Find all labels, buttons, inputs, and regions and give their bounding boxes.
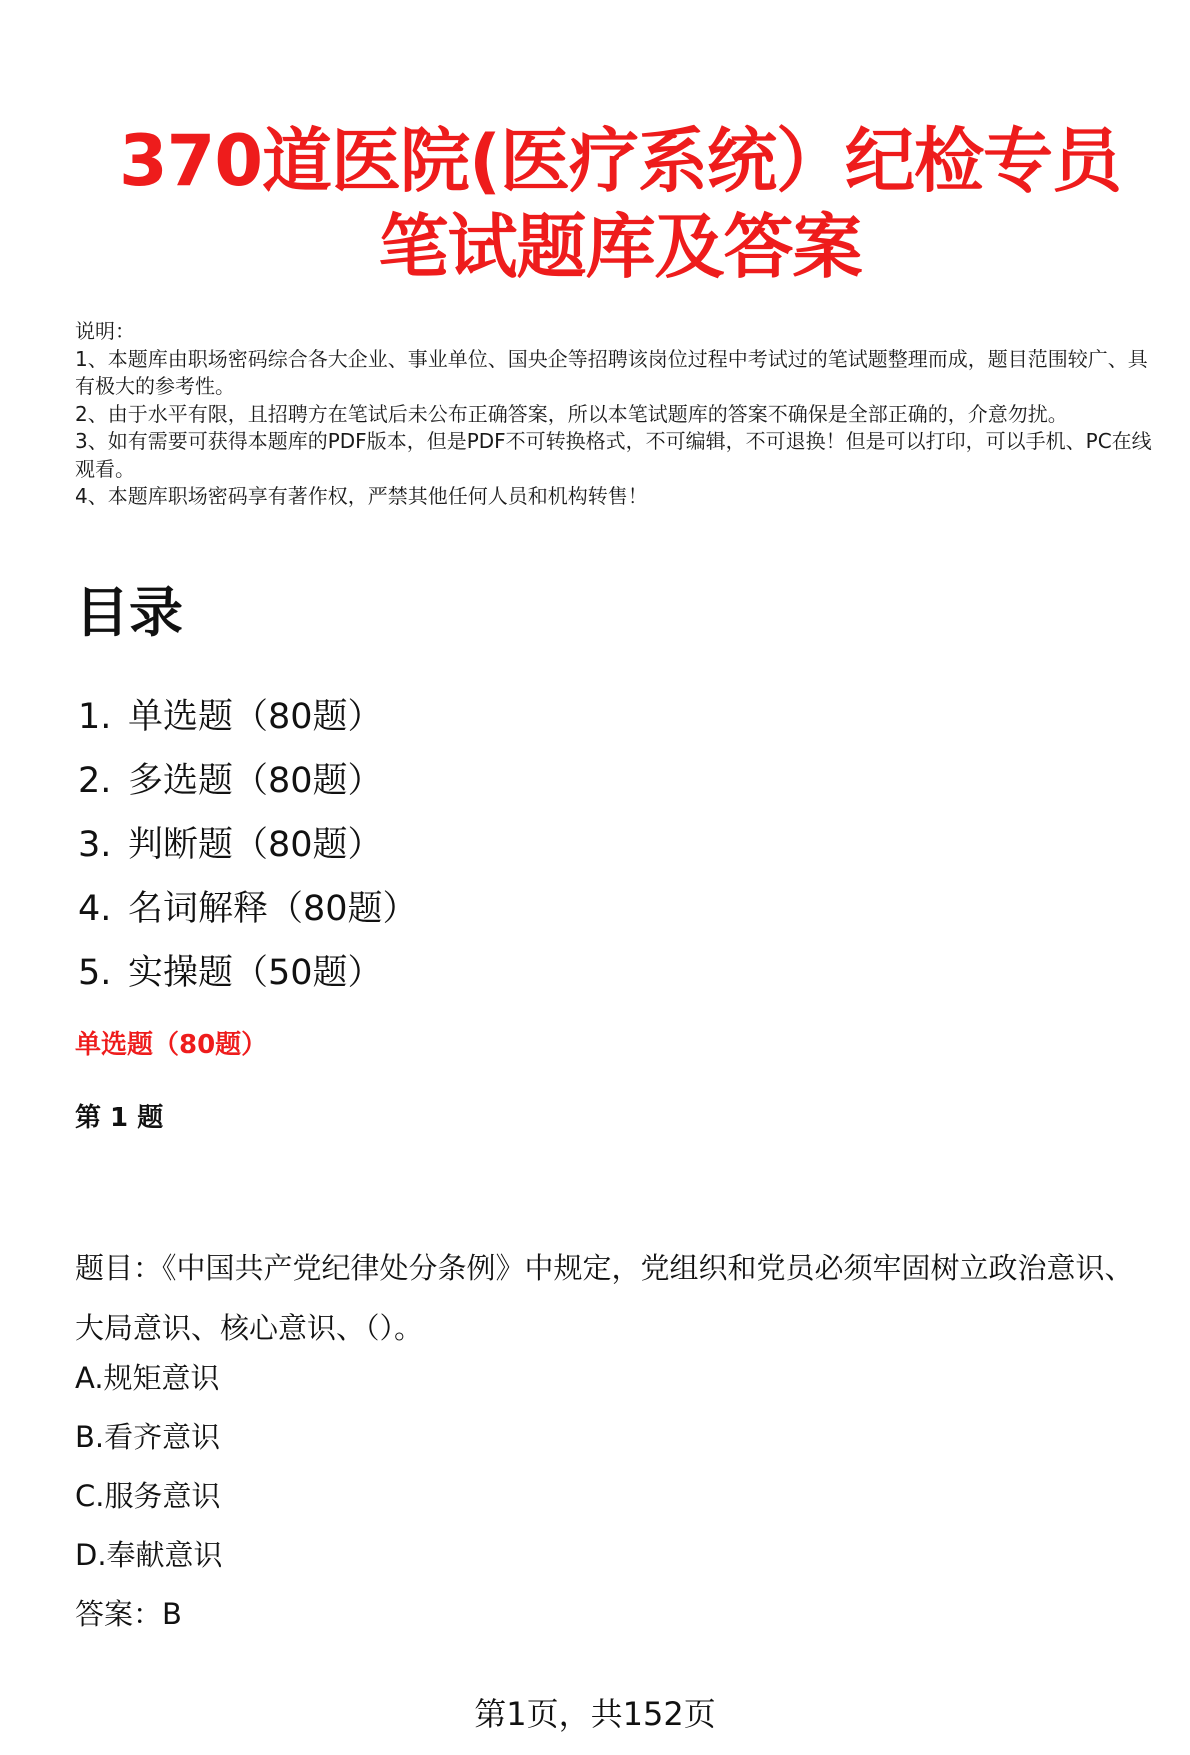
- toc-item[interactable]: [78, 749, 418, 813]
- toc-item[interactable]: [78, 941, 418, 1005]
- toc-item[interactable]: [78, 877, 418, 941]
- toc-item-number: 2.: [78, 761, 112, 801]
- option-a: A.规矩意识: [75, 1361, 220, 1395]
- toc-item-number: 3.: [78, 825, 112, 865]
- toc-item[interactable]: [78, 813, 418, 877]
- toc-item-label: 判断题（80题）: [128, 825, 383, 865]
- instruction-item: 4、本题库职场密码享有著作权，严禁其他任何人员和机构转售！: [75, 484, 648, 508]
- table-of-contents: [78, 685, 418, 1005]
- option-c: C.服务意识: [75, 1479, 221, 1513]
- toc-item-label: 单选题（80题）: [128, 697, 383, 737]
- toc-item-label: 实操题（50题）: [128, 953, 383, 993]
- section-title: 单选题（80题）: [75, 1030, 268, 1060]
- document-title: 370道医院(医疗系统）纪检专员笔试题库及答案: [118, 120, 1122, 288]
- instructions-label: 说明：: [75, 319, 135, 343]
- instruction-item: 1、本题库由职场密码综合各大企业、事业单位、国央企等招聘该岗位过程中考试过的笔试题整理而成，题目范围较广、具有极大的参考性。: [75, 346, 1148, 398]
- toc-item-number: 1.: [78, 697, 112, 737]
- question-number: 第 1 题: [75, 1103, 164, 1133]
- toc-item-label: 名词解释（80题）: [128, 889, 418, 929]
- option-b: B.看齐意识: [75, 1420, 221, 1454]
- question-text: 题目：《中国共产党纪律处分条例》中规定，党组织和党员必须牢固树立政治意识、大局意识、核心意识、（）。: [75, 1251, 1134, 1345]
- option-d: D.奉献意识: [75, 1538, 223, 1572]
- instructions-block: [75, 318, 1155, 511]
- toc-item-number: 4.: [78, 889, 112, 929]
- instruction-item: 2、由于水平有限，且招聘方在笔试后未公布正确答案，所以本笔试题库的答案不确保是全部正确的，介意勿扰。: [75, 401, 1068, 426]
- instruction-item: 3、如有需要可获得本题库的PDF版本，但是PDF不可转换格式，不可编辑，不可退换！但是可以打印，可以手机、PC在线观看。: [75, 429, 1152, 481]
- toc-item-label: 多选题（80题）: [128, 761, 383, 801]
- page-footer: 第1页，共152页: [474, 1695, 716, 1733]
- toc-item[interactable]: [78, 685, 418, 749]
- toc-item-number: 5.: [78, 953, 112, 993]
- answer-text: 答案：B: [75, 1597, 182, 1631]
- toc-heading: 目录: [75, 581, 183, 644]
